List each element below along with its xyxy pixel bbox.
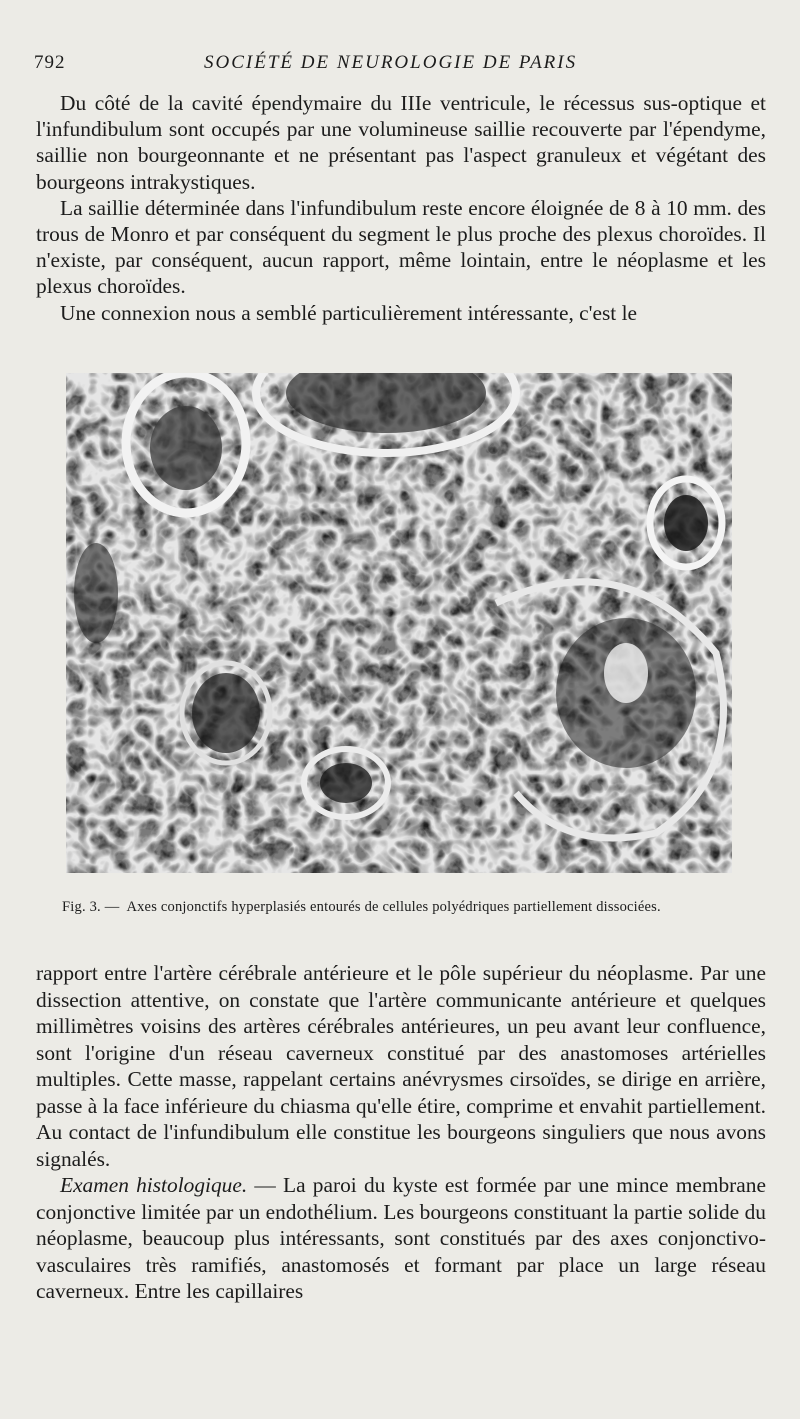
histology-micrograph	[66, 373, 732, 873]
paragraph-5-text: — La paroi du kyste est formée par une mince membrane conjonctive limitée par un endothélium. Les bourgeons constituant la partie solide du néoplasme, beaucoup plus intéressants, sont constitués par des axes conjonctivo-vasculaires très ramifiés, anastomosés et formant par place un large réseau caverneux. Entre les capillaires	[36, 1173, 766, 1303]
paragraph-5	[36, 1172, 766, 1305]
figure-caption-text: Axes conjonctifs hyperplasiés entourés de cellules polyédriques partiellement dissociées.	[126, 899, 661, 915]
figure-label: Fig. 3. —	[62, 899, 120, 915]
paragraph-4: rapport entre l'artère cérébrale antérieure et le pôle supérieur du néoplasme. Par une dissection attentive, on constate que l'artère communicante antérieure et quelques millimètres voisins des artères cérébrales antérieures, un peu avant leur confluence, sont l'origine d'un réseau caverneux constitué par des anastomoses artérielles multiples. Cette masse, rappelant certains anévrysmes cirsoïdes, se dirige en arrière, passe à la face inférieure du chiasma qu'elle étire, comprime et envahit partiellement. Au contact de l'infundibulum elle constitue les bourgeons singuliers que nous avons signalés.	[36, 961, 766, 1171]
paragraph-1: Du côté de la cavité épendymaire du IIIe ventricule, le récessus sus-optique et l'infundibulum sont occupés par une volumineuse saillie recouverte par l'épendyme, saillie non bourgeonnante et ne présentant pas l'aspect granuleux et végétant des bourgeons intrakystiques.	[36, 91, 766, 194]
figure-caption	[62, 899, 762, 916]
section-title: Examen histologique.	[60, 1173, 248, 1197]
page-number: 792	[34, 52, 66, 73]
top-text-block	[36, 90, 766, 326]
paragraph-3: Une connexion nous a semblé particulièrement intéressante, c'est le	[60, 300, 638, 325]
bottom-text-block	[36, 960, 766, 1305]
running-head: SOCIÉTÉ DE NEUROLOGIE DE PARIS	[204, 52, 578, 73]
micrograph-image	[66, 373, 732, 873]
page-header	[34, 50, 774, 80]
paragraph-2: La saillie déterminée dans l'infundibulum reste encore éloignée de 8 à 10 mm. des trous de Monro et par conséquent du segment le plus proche des plexus choroïdes. Il n'existe, par conséquent, aucun rapport, même lointain, entre le néoplasme et les plexus choroïdes.	[36, 195, 766, 299]
